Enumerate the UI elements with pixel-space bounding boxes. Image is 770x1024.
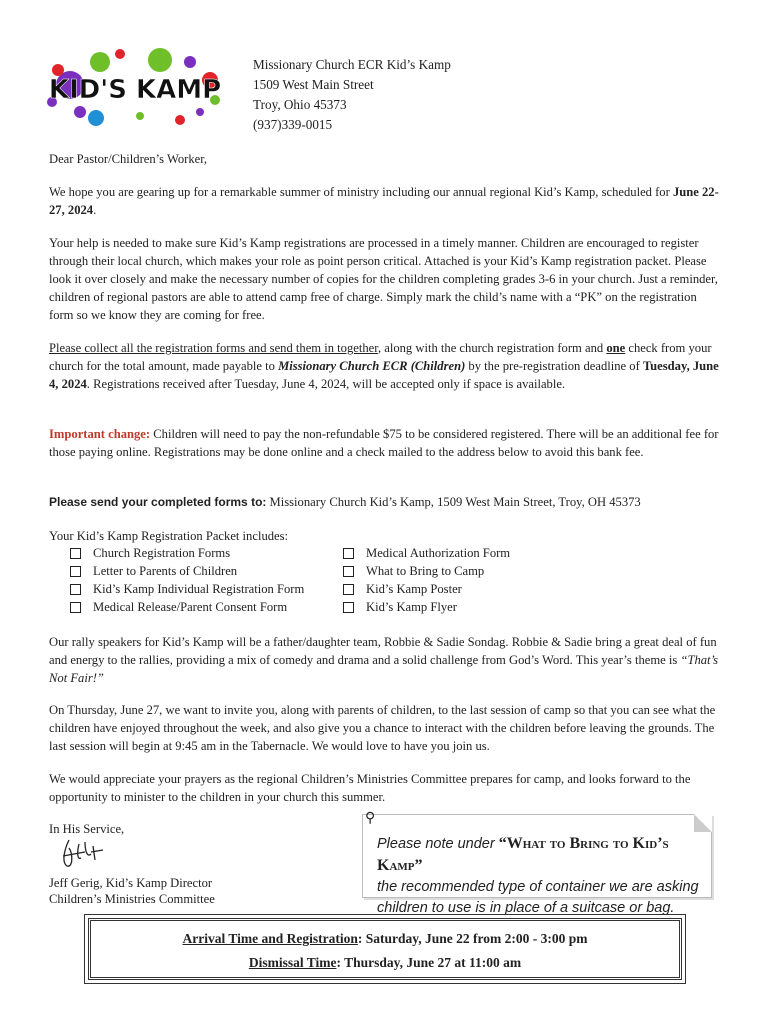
logo-wordmark: KID'S KAMP [48, 75, 222, 105]
paragraph-collect-forms: Please collect all the registration forms and send them in together, along with the church registration form and one check from your church for the total amount, made payable to Missionary Church ECR (Children) by the pre-registration deadline of Tuesday, June 4, 2024. Registrations received after Tuesday, June 4, 2024, will be accepted only if space is available. [49, 341, 719, 391]
signature [55, 836, 115, 877]
checkbox-icon [343, 566, 354, 577]
arrival-line: Arrival Time and Registration: Saturday, June 22 from 2:00 - 3:00 pm [182, 931, 588, 946]
checkbox-icon [70, 548, 81, 559]
address-org: Missionary Church ECR Kid’s Kamp [253, 57, 451, 72]
list-item: Letter to Parents of Children [70, 562, 304, 580]
paragraph-send-forms: Please send your completed forms to: Missionary Church Kid’s Kamp, 1509 West Main Street, Troy, OH 45373 [49, 495, 641, 509]
list-item: Medical Authorization Form [343, 544, 510, 562]
checkbox-icon [343, 548, 354, 559]
list-item: Kid’s Kamp Individual Registration Form [70, 580, 304, 598]
payee: Missionary Church ECR (Children) [278, 359, 466, 373]
container-note: ⚲ Please note under “What to Bring to Kid’s Kamp” the recommended type of container we are asking children to use is in place of a suitcase or bag. [362, 814, 712, 898]
address-phone: (937)339-0015 [253, 117, 333, 132]
checkbox-icon [70, 602, 81, 613]
dismissal-line: Dismissal Time: Thursday, June 27 at 11:00 am [248, 955, 522, 970]
arrival-dismissal-banner [88, 918, 682, 980]
packet-list-right [343, 544, 510, 616]
packet-list-left [70, 544, 304, 616]
signer-committee: Children’s Ministries Committee [49, 892, 215, 906]
return-address [253, 55, 451, 135]
greeting: Dear Pastor/Children’s Worker, [49, 152, 208, 166]
address-street: 1509 West Main Street [253, 77, 374, 92]
camp-dates: June 22-27, 2024 [49, 185, 719, 217]
checkbox-icon [343, 584, 354, 595]
signer-name: Jeff Gerig, Kid’s Kamp Director [49, 876, 213, 890]
paragraph-last-session: On Thursday, June 27, we want to invite you, along with parents of children, to the last session of camp so that you can see what the children have enjoyed throughout the week, and also give you a chance to interact with the children before leaving the grounds. The last session will begin at 9:45 am in the Tabernacle. We would love to have you join us. [49, 703, 716, 753]
paragraph-important-change: Important change: Children will need to pay the non-refundable $75 to be considered registered. There will be an additional fee for those paying online. Registrations may be done online and a check mailed to the address below to avoid this bank fee. [49, 427, 719, 459]
kids-kamp-logo [40, 40, 230, 132]
paragraph-prayers: We would appreciate your prayers as the regional Children’s Ministries Committee prepares for camp, and looks forward to the opportunity to minister to the children in your church this summer. [49, 772, 691, 804]
list-item: Church Registration Forms [70, 544, 304, 562]
list-item: Kid’s Kamp Poster [343, 580, 510, 598]
paragraph-registrations: Your help is needed to make sure Kid’s Kamp registrations are processed in a timely manner. Children are encouraged to register through their local church, which makes your role as point person critical. Attached is your Kid’s Kamp registration packet. Please look it over closely and make the necessary number of copies for the children completing grades 3-6 in your church. Just a reminder, children of regional pastors are able to attend camp free of charge. Simply mark the child’s name with a “PK” on the registration form so we know they are coming for free. [49, 236, 718, 322]
list-item: What to Bring to Camp [343, 562, 510, 580]
checkbox-icon [343, 602, 354, 613]
closing: In His Service, [49, 822, 125, 836]
list-item: Kid’s Kamp Flyer [343, 598, 510, 616]
pushpin-icon: ⚲ [365, 809, 376, 825]
deadline: Tuesday, June 4, 2024 [49, 359, 719, 391]
paragraph-intro: We hope you are gearing up for a remarkable summer of ministry including our annual regional Kid’s Kamp, scheduled for June 22-27, 2024. [49, 185, 719, 217]
theme: “That’s Not Fair!” [49, 653, 719, 685]
checkbox-icon [70, 566, 81, 577]
paragraph-speakers: Our rally speakers for Kid’s Kamp will be a father/daughter team, Robbie & Sadie Sondag. Robbie & Sadie bring a great deal of fun and energy to the rallies, providing a mix of comedy and drama and a solid challenge from God’s Word. This year’s theme is “That’s Not Fair!” [49, 635, 719, 685]
note-title: “What to Bring to Kid’s Kamp” [377, 835, 669, 874]
checkbox-icon [70, 584, 81, 595]
address-city: Troy, Ohio 45373 [253, 97, 347, 112]
page-fold-icon [694, 814, 712, 832]
packet-intro: Your Kid’s Kamp Registration Packet includes: [49, 529, 289, 543]
list-item: Medical Release/Parent Consent Form [70, 598, 304, 616]
important-change-label: Important change: [49, 427, 151, 441]
